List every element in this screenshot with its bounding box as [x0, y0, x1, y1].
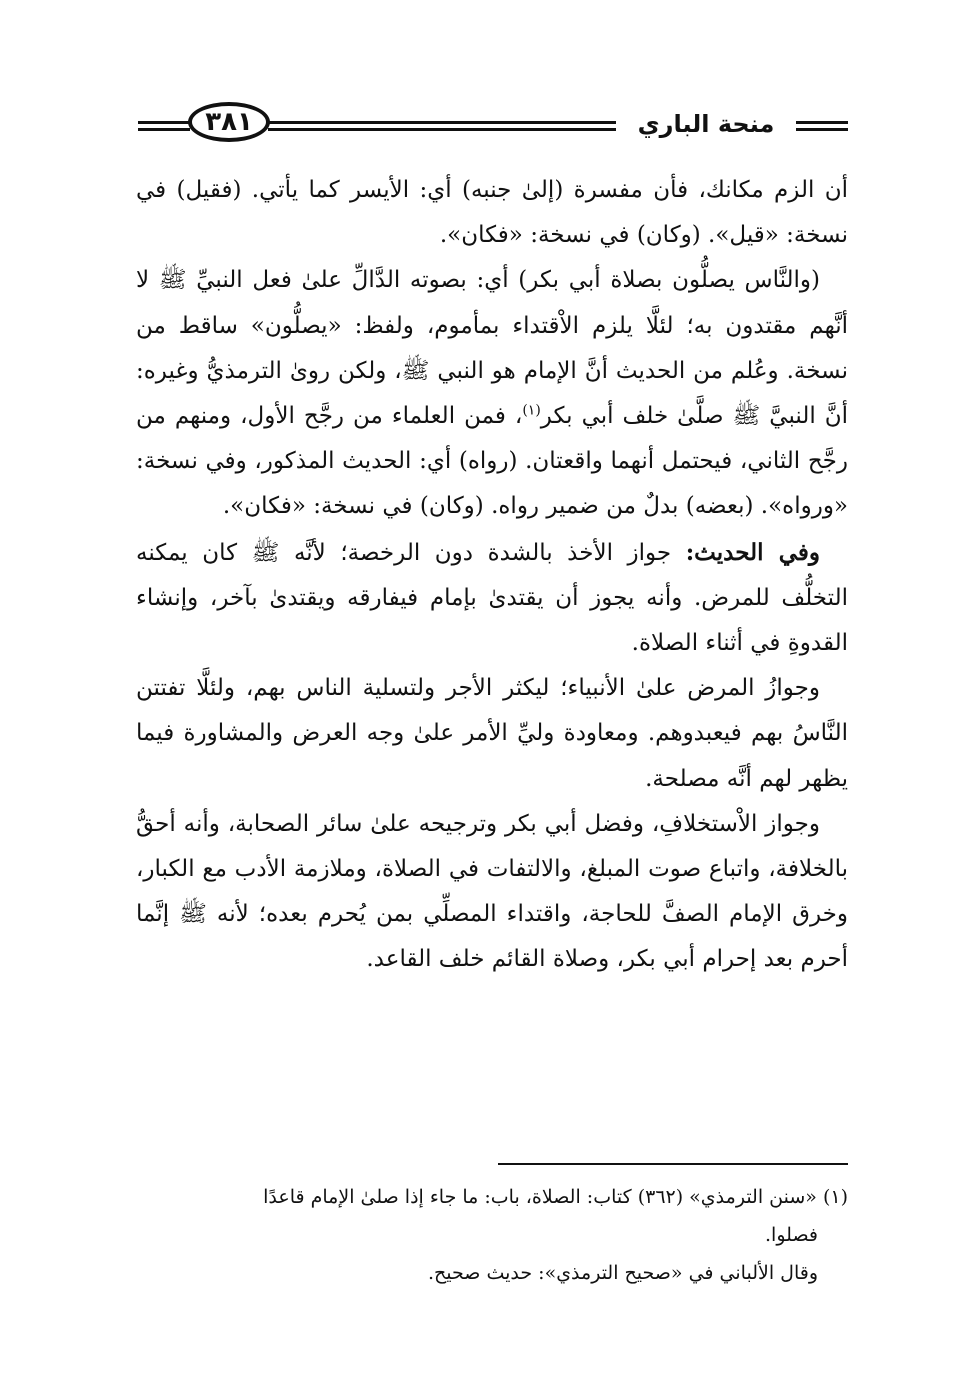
paragraph-4: وجوازُ المرض علىٰ الأنبياء؛ ليكثر الأجر ولتسلية الناس بهم، ولئلَّا تفتتن النَّاسُ بهم فيعبدوهم. ومعاودة وليِّ الأمر علىٰ وجه العرض والمشاورة فيما يظهر لهم أنَّه مصلحة. [136, 675, 848, 792]
footnotes [136, 1178, 848, 1292]
footnote-1-line-3: وقال الألباني في «صحيح الترمذي»: حديث صحيح. [427, 1262, 818, 1284]
footnote-1-line-1: (١) «سنن الترمذي» (٣٦٢) كتاب: الصلاة، باب: ما جاء إذا صلىٰ الإمام قاعدًا [263, 1186, 848, 1208]
header-rule-middle [268, 121, 616, 124]
running-title: منحة الباري [637, 110, 775, 138]
paragraph-2-part-1: (والنَّاس يصلُّون بصلاة أبي بكر) أي: بصوته الدَّالِّ علىٰ فعل النبيِّ ﷺ لا أنَّهم مقتدون به؛ لئلَّا يلزم الاْقتداء بمأموم، ولفظ: «يصلُّون» ساقط من نسخة. وعُلم من الحديث أنَّ الإمام هو النبي ﷺ، ولكن روىٰ الترمذيُّ وغيره: أنَّ النبيَّ ﷺ صلَّىٰ خلف أبي بكر [136, 267, 849, 430]
footnote-separator [498, 1163, 848, 1165]
page-number: ٣٨١ [188, 102, 270, 142]
paragraph-2 [136, 258, 848, 529]
header-rule-right [796, 121, 848, 124]
footnote-reference-1[interactable]: (١) [522, 402, 541, 419]
paragraph-3 [136, 530, 848, 667]
paragraph-5: وجواز الاْستخلافِ، وفضل أبي بكر وترجيحه علىٰ سائر الصحابة، وأنه أحقُّ بالخلافة، واتباع صوت المبلغ، والالتفات في الصلاة، وملازمة الأدب مع الكبار، وخرق الإمام الصفَّ للحاجة، واقتداء المصلِّي بمن يُحرم بعده؛ لأنه ﷺ إنَّما أحرم بعد إحرام أبي بكر، وصلاة القائم خلف القاعد. [136, 810, 848, 973]
header-rule-left [138, 121, 190, 124]
footnote-1-line-2: فصلوا. [765, 1224, 818, 1246]
paragraph-2-part-2: ، فمن العلماء من رجَّح الأول، ومنهم من رجَّح الثاني، فيحتمل أنهما واقعتان. (رواه) أي: الحديث المذكور، وفي نسخة: «ورواه». (بعضه) بدلٌ من ضمير رواه. (وكان) في نسخة: «فكان». [136, 403, 848, 520]
paragraph-1: أن الزم مكانك، فأن مفسرة (إلىٰ جنبه) أي: الأيسر كما يأتي. (فقيل) في نسخة: «قيل». (وكان) في نسخة: «فكان». [136, 177, 848, 249]
page-header [138, 100, 848, 156]
paragraph-3-text: جواز الأخذ بالشدة دون الرخصة؛ لأنَّه ﷺ كان يمكنه التخلُّف للمرض. وأنه يجوز أن يقتدىٰ بإمام فيفارقه ويقتدىٰ بآخر، وإنشاء القدوةِ في أثناء الصلاة. [136, 539, 848, 657]
paragraph-3-lead: وفي الحديث: [685, 538, 820, 566]
main-text [136, 168, 848, 983]
